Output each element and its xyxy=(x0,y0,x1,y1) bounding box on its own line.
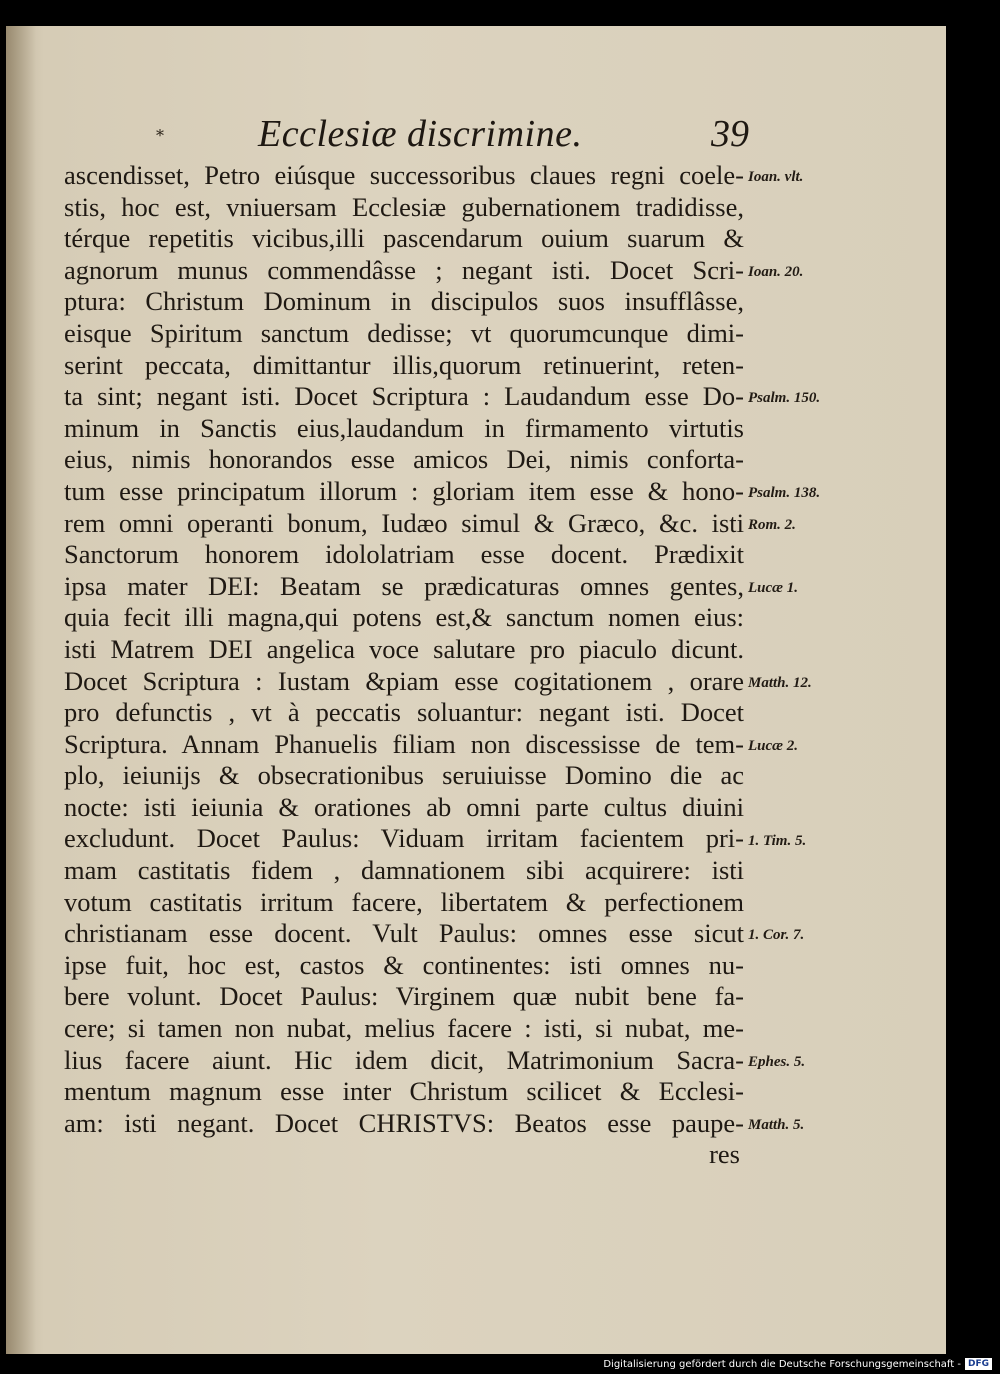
text-line: Sanctorum honorem idololatriam esse docent. Prædixit xyxy=(64,539,744,570)
body-text xyxy=(64,160,744,1171)
text-line: eius, nimis honorandos esse amicos Dei, nimis conforta- xyxy=(64,444,744,475)
text-line: minum in Sanctis eius,laudandum in firmamento virtutis xyxy=(64,412,744,443)
text-line: christianam esse docent. Vult Paulus: omnes esse sicut xyxy=(64,918,744,949)
text-line: agnorum munus commendâsse ; negant isti. Docet Scri- xyxy=(64,254,744,285)
margin-note: Lucæ 1. xyxy=(748,579,798,596)
text-line: mam castitatis fidem , damnationem sibi acquirere: isti xyxy=(64,855,744,886)
text-line: Scriptura. Annam Phanuelis filiam non discessisse de tem- xyxy=(64,728,744,759)
text-line: eisque Spiritum sanctum dedisse; vt quorumcunque dimi- xyxy=(64,317,744,348)
digitization-footer xyxy=(603,1357,992,1371)
margin-note: 1. Tim. 5. xyxy=(748,832,807,849)
text-line: votum castitatis irritum facere, libertatem & perfectionem xyxy=(64,886,744,917)
text-line: quia fecit illi magna,qui potens est,& sanctum nomen eius: xyxy=(64,602,744,633)
text-line: lius facere aiunt. Hic idem dicit, Matrimonium Sacra- xyxy=(64,1044,744,1075)
text-line: mentum magnum esse inter Christum scilicet & Ecclesi- xyxy=(64,1076,744,1107)
text-line: bere volunt. Docet Paulus: Virginem quæ nubit bene fa- xyxy=(64,981,744,1012)
ornament-mark: * xyxy=(156,126,164,145)
text-line: ptura: Christum Dominum in discipulos suos insufflâsse, xyxy=(64,286,744,317)
text-line: ascendisset, Petro eiúsque successoribus claues regni coele- xyxy=(64,160,744,190)
text-line: térque repetitis vicibus,illi pascendarum ouium suarum & xyxy=(64,223,744,254)
margin-note: Psalm. 150. xyxy=(748,390,821,407)
text-line: stis, hoc est, vniuersam Ecclesiæ gubernationem tradidisse, xyxy=(64,191,744,222)
text-line: plo, ieiunijs & obsecrationibus seruiuisse Domino die ac xyxy=(64,760,744,791)
text-line: rem omni operanti bonum, Iudæo simul & Græco, &c. isti xyxy=(64,507,744,538)
text-line: pro defunctis , vt à peccatis soluantur: negant isti. Docet xyxy=(64,697,744,728)
margin-note: Lucæ 2. xyxy=(748,737,798,754)
text-line: tum esse principatum illorum : gloriam item esse & hono- xyxy=(64,475,744,506)
gutter-shadow xyxy=(6,26,36,1354)
text-line: cere; si tamen non nubat, melius facere : isti, si nubat, me- xyxy=(64,1013,744,1044)
margin-note: 1. Cor. 7. xyxy=(748,927,805,944)
text-line: isti Matrem DEI angelica voce salutare pro piaculo dicunt. xyxy=(64,633,744,664)
text-line: am: isti negant. Docet CHRISTVS: Beatos esse paupe- xyxy=(64,1107,744,1138)
page-number: 39 xyxy=(711,113,749,155)
text-line: serint peccata, dimittantur illis,quorum retinuerint, reten- xyxy=(64,349,744,380)
text-line: res xyxy=(709,1139,740,1170)
margin-note: Ioan. 20. xyxy=(748,263,804,280)
margin-note: Ephes. 5. xyxy=(748,1053,806,1070)
text-line: nocte: isti ieiunia & orationes ab omni parte cultus diuini xyxy=(64,791,744,822)
margin-note: Ioan. vlt. xyxy=(748,169,804,185)
text-line: excludunt. Docet Paulus: Viduam irritam facientem pri- xyxy=(64,823,744,854)
margin-note: Matth. 12. xyxy=(748,674,812,691)
dfg-logo: DFG xyxy=(965,1358,992,1370)
margin-note: Rom. 2. xyxy=(748,516,796,533)
text-line: ta sint; negant isti. Docet Scriptura : Laudandum esse Do- xyxy=(64,381,744,412)
text-line: ipse fuit, hoc est, castos & continentes: isti omnes nu- xyxy=(64,949,744,980)
footer-credit: Digitalisierung gefördert durch die Deutsche Forschungsgemeinschaft - xyxy=(603,1358,961,1370)
page-header xyxy=(6,112,946,162)
text-line: ipsa mater DEI: Beatam se prædicaturas omnes gentes, xyxy=(64,570,744,601)
book-page xyxy=(6,26,946,1354)
text-line: Docet Scriptura : Iustam &piam esse cogitationem , orare xyxy=(64,665,744,696)
margin-note: Matth. 5. xyxy=(748,1117,805,1133)
running-title: Ecclesiæ discrimine. xyxy=(258,113,583,155)
margin-note: Psalm. 138. xyxy=(748,485,821,501)
